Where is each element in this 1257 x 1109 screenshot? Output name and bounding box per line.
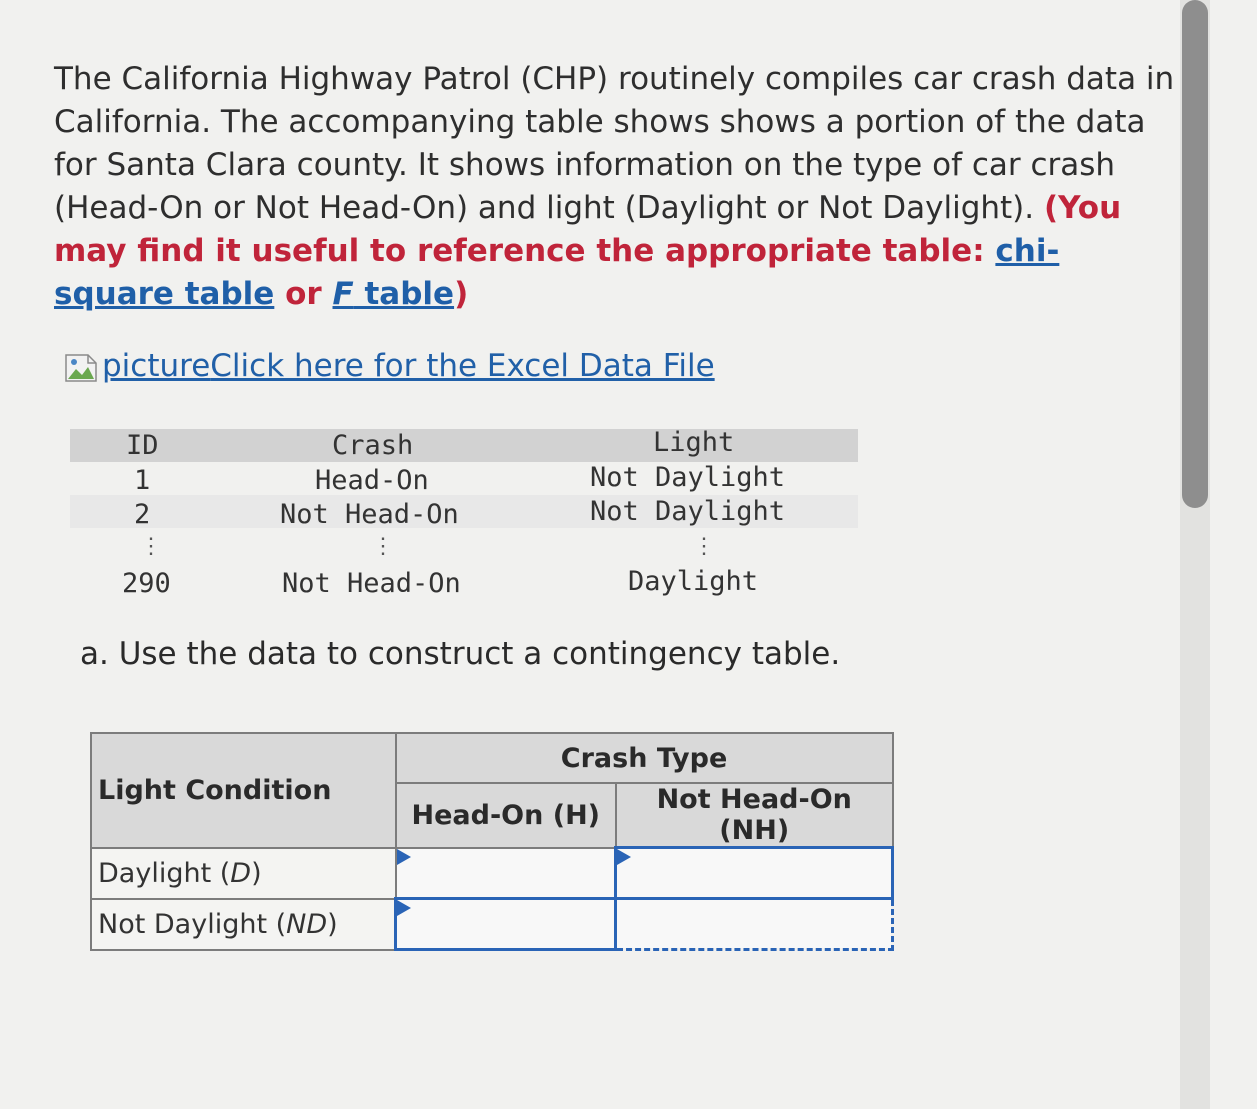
- row-daylight: Daylight (D): [91, 848, 396, 899]
- reference-note: (You may find it useful to reference the appropriate table: chi-square table or F table): [54, 190, 1122, 312]
- scrollbar-thumb[interactable]: [1182, 0, 1208, 508]
- question-a: a. Use the data to construct a contingency table.: [80, 636, 841, 672]
- cell-daylight-not-head-on[interactable]: [616, 848, 893, 899]
- input-not-daylight-head-on[interactable]: [400, 903, 615, 947]
- header-id: ID: [126, 430, 159, 461]
- input-daylight-head-on[interactable]: [400, 852, 616, 897]
- f-table-link[interactable]: F table: [332, 276, 455, 312]
- not-head-on-header: Not Head-On (NH): [616, 783, 893, 848]
- excel-link-label: Click here for the Excel Data File: [210, 348, 715, 384]
- row3-crash: Not Head-On: [282, 568, 461, 599]
- input-not-daylight-not-head-on[interactable]: [620, 903, 892, 947]
- ellipsis-id: ⋮: [140, 534, 162, 559]
- row1-crash: Head-On: [315, 465, 429, 496]
- input-daylight-not-head-on[interactable]: [620, 852, 892, 896]
- header-crash: Crash: [332, 430, 414, 461]
- sample-data-table: [70, 427, 860, 607]
- row2-crash: Not Head-On: [280, 499, 459, 530]
- row2-id: 2: [134, 499, 151, 530]
- row-not-daylight: Not Daylight (ND): [91, 899, 396, 950]
- contingency-table: [90, 732, 894, 951]
- cell-daylight-head-on[interactable]: [396, 848, 616, 899]
- problem-statement: [54, 58, 1178, 316]
- cell-not-daylight-not-head-on[interactable]: [616, 899, 893, 950]
- chi-square-table-link[interactable]: chi-square table: [54, 233, 1060, 312]
- light-condition-header: Light Condition: [91, 733, 396, 848]
- row3-light: Daylight: [628, 566, 759, 597]
- excel-data-file-link[interactable]: [64, 348, 715, 384]
- header-light: Light: [653, 427, 735, 458]
- broken-image-icon: [64, 349, 100, 383]
- row2-light: Not Daylight: [590, 496, 786, 527]
- intro-text: The California Highway Patrol (CHP) routinely compiles car crash data in California. The accompanying table shows shows a portion of the data for Santa Clara county. It shows information on the type of car crash (Head-On or Not Head-On) and light (Daylight or Not Daylight).: [54, 61, 1175, 226]
- crash-type-header: Crash Type: [396, 733, 893, 783]
- ellipsis-crash: ⋮: [372, 534, 394, 559]
- row1-id: 1: [134, 465, 151, 496]
- cell-not-daylight-head-on[interactable]: [396, 899, 616, 950]
- ellipsis-light: ⋮: [693, 534, 715, 559]
- excel-link-alt: picture: [102, 348, 211, 384]
- head-on-header: Head-On (H): [396, 783, 616, 848]
- sample-header-band: [70, 429, 858, 462]
- row3-id: 290: [122, 568, 171, 599]
- row1-light: Not Daylight: [590, 462, 786, 493]
